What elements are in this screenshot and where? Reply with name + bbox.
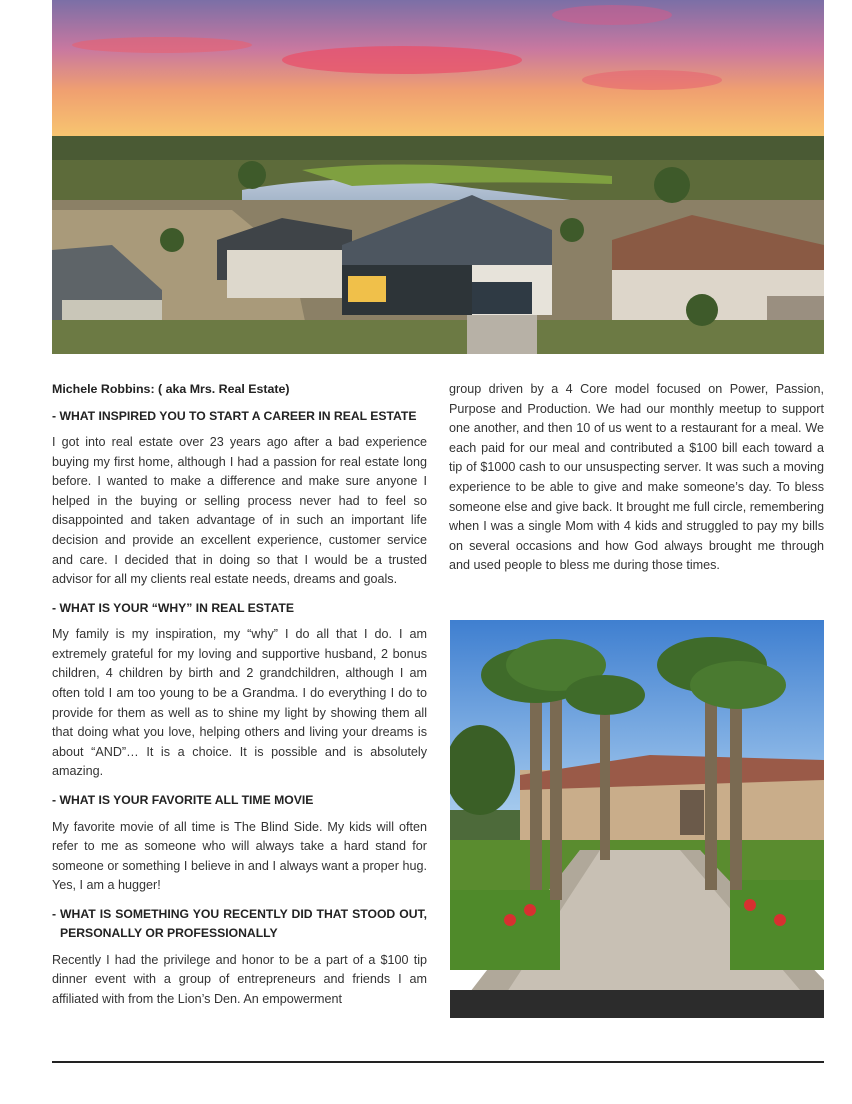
- author-byline: Michele Robbins: ( aka Mrs. Real Estate): [52, 382, 290, 396]
- article-right-column: [449, 380, 824, 576]
- hero-aerial-photo: [52, 0, 824, 354]
- answer-why: My family is my inspiration, my “why” I do all that I do. I am extremely grateful for my loving and supportive husband, 2 bonus children, 4 children by birth and 2 grandchildren, although I am often told I am too young to be a Grandma. I do everything I do to provide for them as well as to shine my light by showing them all that doing what you love, helping others and living your dreams is about “AND”… It is a choice. It is possible and is absolutely amazing.: [52, 627, 427, 779]
- footer-divider: [52, 1061, 824, 1063]
- answer-movie: My favorite movie of all time is The Blind Side. My kids will often refer to me as someone who will always take a hard stand for someone or something I believe in and I always want a proper hug. Yes, I am a hugger!: [52, 819, 427, 893]
- question-heading-inspiration: - WHAT INSPIRED YOU TO START A CAREER IN REAL ESTATE: [52, 408, 417, 423]
- article-left-column: [52, 380, 427, 1010]
- palm-courtyard-photo: [450, 620, 824, 1018]
- answer-recent-part-1: Recently I had the privilege and honor to be a part of a $100 tip dinner event with a group of entrepreneurs and friends I am affiliated with from the Lion’s Den. An empowerment: [52, 952, 427, 1007]
- question-heading-recent: - WHAT IS SOMETHING YOU RECENTLY DID THAT STOOD OUT, PERSONALLY OR PROFESSIONALLY: [52, 906, 427, 941]
- answer-inspiration: I got into real estate over 23 years ago after a bad experience buying my first home, although I had a passion for real estate long before. I wanted to make a difference and make sure anyone I helped in the buying or selling process never had to feel so disappointed and taken advantage of in such an important life decision and provide an excellent experience, customer service and care. I decided that in doing so that I would be a trusted advisor for all my clients real estate needs, dreams and goals.: [52, 435, 427, 587]
- question-heading-movie: - WHAT IS YOUR FAVORITE ALL TIME MOVIE: [52, 793, 314, 807]
- answer-recent-part-2: group driven by a 4 Core model focused on Power, Passion, Purpose and Production. We had our monthly meetup to support one another, and then 10 of us went to a restaurant for a meal. We each paid for our meal and contributed a $100 bill each toward a tip of $1000 cash to our unsuspecting server. It was such a moving experience to be able to give and make someone’s day. To bless someone else and give back. It brought me full circle, remembering when I was a single Mom with 4 kids and struggled to pay my bills on several occasions and how God always brought me through and used people to bless me during those times.: [449, 382, 824, 573]
- question-heading-why: - WHAT IS YOUR “WHY” IN REAL ESTATE: [52, 600, 294, 615]
